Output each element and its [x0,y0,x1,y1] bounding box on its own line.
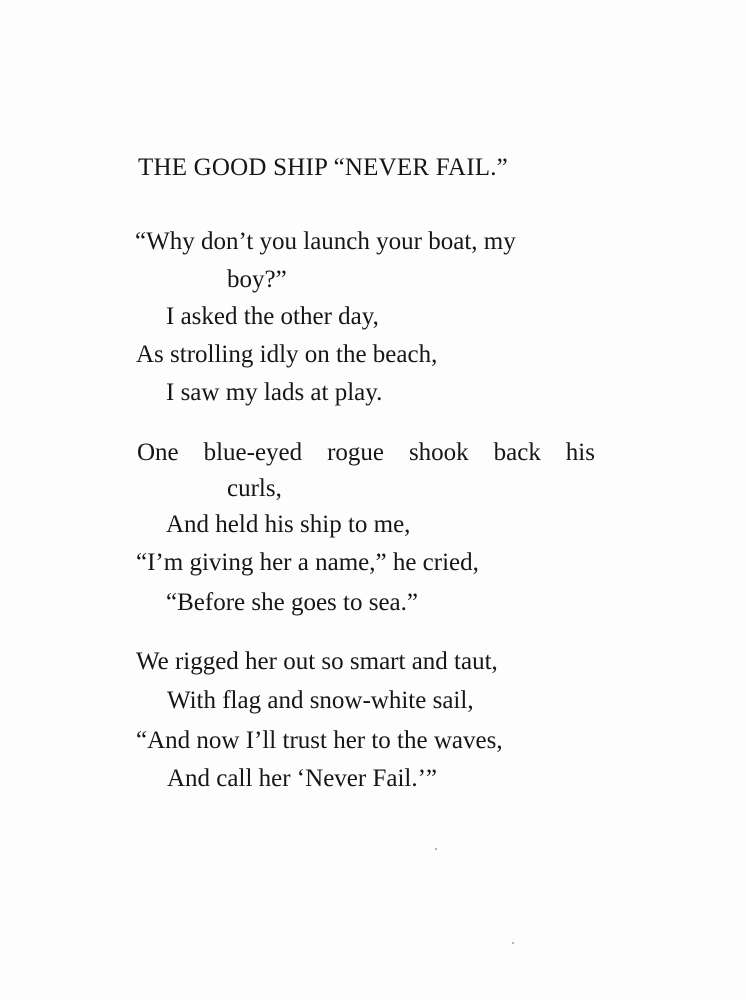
stanza-2-line-1-word: shook [408,439,469,466]
stanza-2-line-1-word: rogue [327,439,385,466]
stanza-2-line-2: And held his ship to me, [166,511,411,538]
stanza-3-line-4: And call her ‘Never Fail.’” [167,765,438,792]
poem-title: THE GOOD SHIP “NEVER FAIL.” [138,154,508,181]
stanza-2-line-1 [137,440,595,465]
stanza-2-line-4: “Before she goes to sea.” [166,589,418,616]
stanza-1-line-1-continued: boy?” [227,266,287,293]
stanza-2-line-1-word: back [493,439,541,466]
paper-speck [435,848,437,850]
stanza-1-line-3: As strolling idly on the beach, [136,341,438,368]
stanza-3-line-3: “And now I’ll trust her to the waves, [136,727,503,754]
stanza-2-line-3: “I’m giving her a name,” he cried, [136,549,479,576]
stanza-1-line-4: I saw my lads at play. [166,379,383,406]
stanza-3-line-1: We rigged her out so smart and taut, [136,648,498,675]
stanza-1-line-1: “Why don’t you launch your boat, my [135,228,516,255]
stanza-1-line-2: I asked the other day, [166,303,379,330]
stanza-2-line-1-word: his [565,439,595,466]
stanza-2-line-1-word: blue-eyed [203,439,303,466]
paper-speck [512,942,514,944]
stanza-3-line-2: With flag and snow-white sail, [167,687,474,714]
stanza-2-line-1-word: One [137,439,179,466]
stanza-2-line-1-continued: curls, [227,475,282,502]
